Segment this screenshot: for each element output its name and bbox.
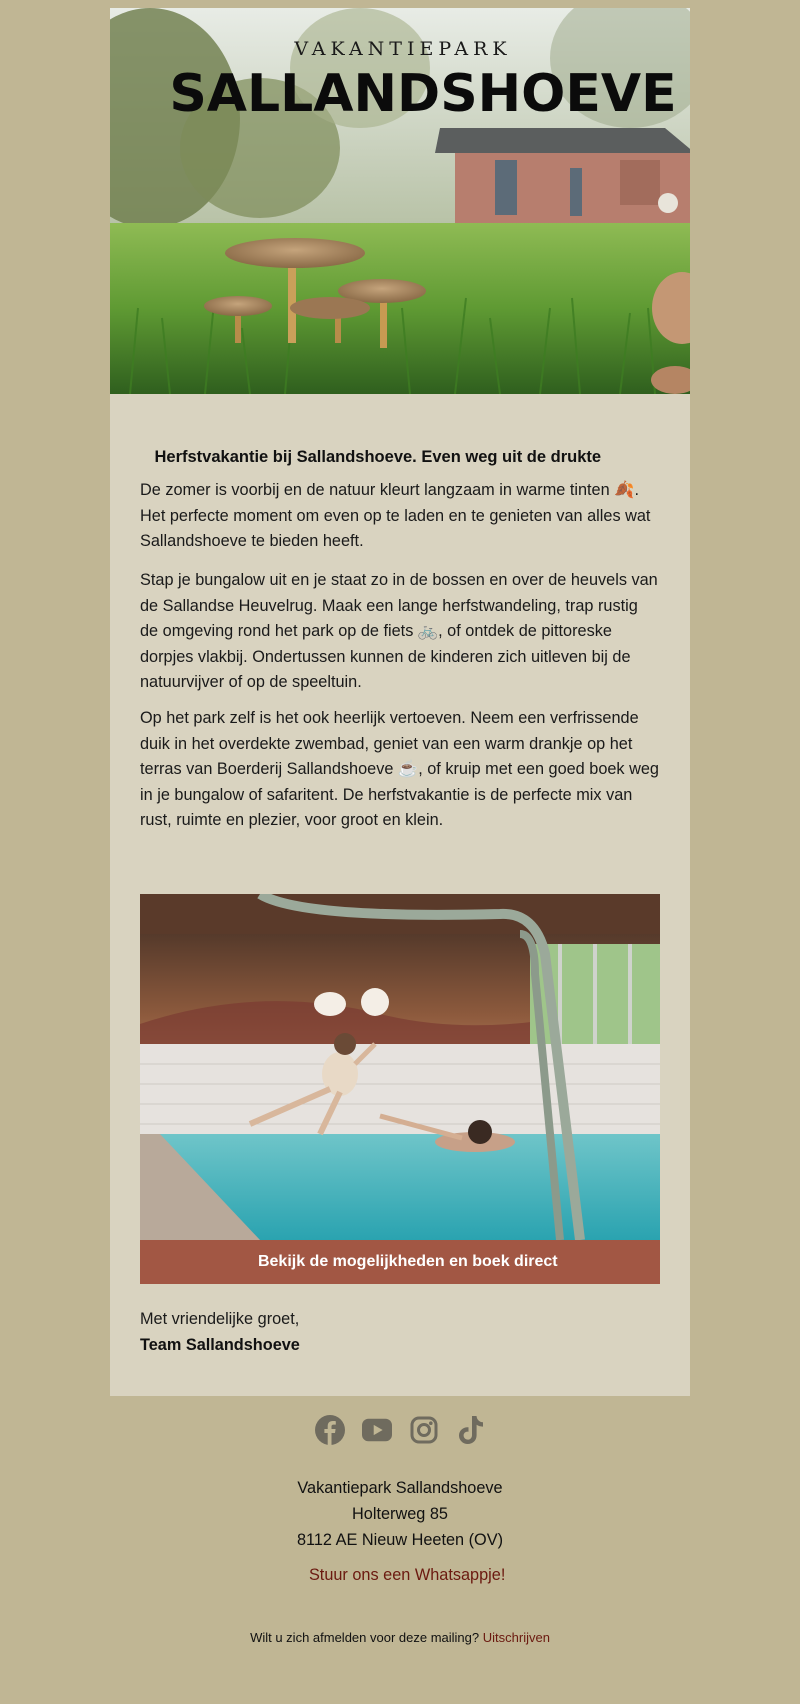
article-headline [140, 446, 660, 468]
whatsapp-link[interactable] [0, 1562, 800, 1588]
content-card [110, 394, 690, 1396]
unsubscribe-line [0, 1629, 800, 1647]
unsubscribe-text: Wilt u zich afmelden voor deze mailing? [250, 1630, 480, 1645]
hero-brand-title: SALLANDSHOEVE [169, 64, 677, 124]
paragraph-intro: De zomer is voorbij en de natuur kleurt langzaam in warme tinten 🍂. Het perfecte moment om even op te laden en te genieten van alles wat Sallandshoeve te bieden heeft. [140, 481, 651, 551]
pool-image[interactable] [140, 894, 660, 1240]
social-links [0, 1413, 800, 1447]
address-city: 8112 AE Nieuw Heeten (OV) [296, 1531, 504, 1549]
paragraph-activities: Stap je bungalow uit en je staat zo in de bossen en over de heuvels van de Sallandse Heuvelrug. Maak een lange herfstwandeling, trap rustig de omgeving rond het park op de fiets 🚲, of ontdek de pittoreske dorpjes vlakbij. Ondertussen kunnen de kinderen zich uitleven bij de natuurvijver of op de speeltuin. [140, 571, 658, 692]
closing-greeting: Met vriendelijke groet, [140, 1310, 300, 1328]
book-now-label: Bekijk de mogelijkheden en boek direct [257, 1253, 558, 1270]
instagram-icon[interactable] [409, 1413, 439, 1447]
youtube-icon[interactable] [362, 1413, 392, 1447]
address-street: Holterweg 85 [352, 1505, 448, 1523]
address-name: Vakantiepark Sallandshoeve [297, 1479, 503, 1497]
book-now-button[interactable] [140, 1240, 660, 1284]
facebook-icon[interactable] [315, 1413, 345, 1447]
pool-photo [140, 894, 660, 1240]
closing-signature: Team Sallandshoeve [140, 1336, 300, 1354]
unsubscribe-link[interactable]: Uitschrijven [482, 1630, 550, 1645]
whatsapp-label: Stuur ons een Whatsappje! [308, 1566, 506, 1584]
tiktok-icon[interactable] [456, 1413, 486, 1447]
paragraph-park: Op het park zelf is het ook heerlijk vertoeven. Neem een verfrissende duik in het overdekte zwembad, geniet van een warm drankje op het terras van Boerderij Sallandshoeve ☕, of kruip met een goed boek weg in je bungalow of safaritent. De herfstvakantie is de perfecte mix van rust, ruimte en plezier, voor groot en klein. [140, 709, 659, 830]
hero-banner [110, 8, 690, 394]
hero-kicker: VAKANTIEPARK [294, 38, 512, 60]
article-headline-text: Herfstvakantie bij Sallandshoeve. Even weg uit de drukte [154, 448, 602, 466]
